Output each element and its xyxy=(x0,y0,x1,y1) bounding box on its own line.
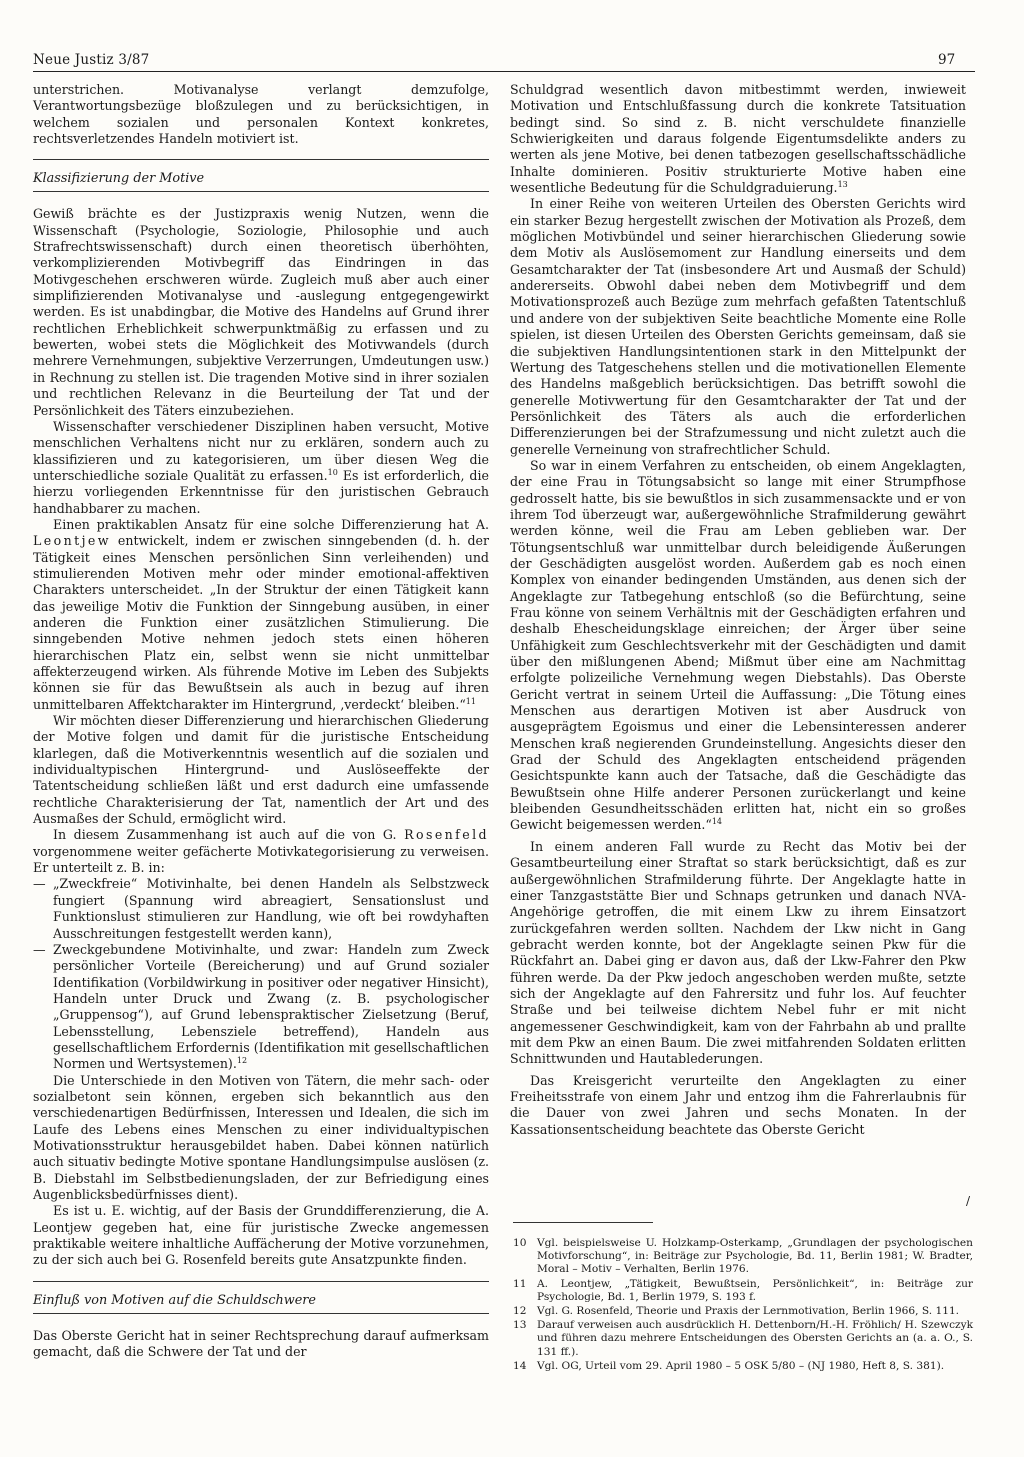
footnote xyxy=(513,1305,973,1318)
left-column xyxy=(33,82,489,1360)
footnote-number: 14 xyxy=(513,1359,527,1372)
footnote-ref: 11 xyxy=(465,696,476,706)
paragraph-text: Einen praktikablen Ansatz für eine solche Differenzierung hat A. xyxy=(53,516,489,532)
paragraph-text: entwickelt, indem er zwischen sinngebenden (d. h. der Tätigkeit eines Menschen persönlichen Sinn verleihenden) und stimulierenden Motiven mehr oder minder emotional-affektiven Charakters unterscheidet. „In der Struktur der einen Tätigkeit kann das jeweilige Motiv die Funktion der Sinngebung ausüben, in einer anderen die Funktion einer zusätzlichen Stimulierung. Die sinngebenden Motive nehmen jedoch stets einen höheren hierarchischen Platz ein, selbst wenn sie nicht unmittelbar affekterzeugend wirken. Als führende Motive im Leben des Subjekts können sie für das Bewußtsein als auch in bezug auf ihren unmittelbaren Affektcharakter im Hintergrund, ‚verdeckt‘ bleiben.“ xyxy=(33,533,489,712)
paragraph-text: In diesem Zusammenhang ist auch auf die von G. xyxy=(53,827,397,843)
footnote-ref: 14 xyxy=(711,817,723,827)
footnote-ref: 12 xyxy=(236,1056,248,1066)
paragraph xyxy=(510,458,966,834)
section-heading-guilt xyxy=(33,1281,489,1314)
footnote xyxy=(513,1278,973,1304)
list-item xyxy=(53,942,489,1073)
paragraph: Es ist u. E. wichtig, auf der Basis der Grunddifferenzierung, die A. Leontjew gegeben hat, eine für juristische Zwecke angemessen praktikable weitere inhaltliche Auffächerung der Motive vorzunehmen, zu der sich auch bei G. Rosenfeld bereits gute Ansatzpunkte finden. xyxy=(33,1203,489,1268)
list-item-text: Zweckgebundene Motivinhalte, und zwar: Handeln zum Zweck persönlicher Vorteile (Bereicherung) und auf Grund sozialer Identifikation (Vorbildwirkung in positiver oder negativer Hinsicht), Handeln unter Druck und Zwang (z. B. psychologischer „Gruppensog“), auf Grund lebenspraktischer Zielsetzung (Beruf, Lebensstellung, Lebensziele betreffend), Handeln aus gesellschaftlichem Erfordernis (Identifikation mit gesellschaftlichen Normen und Wertsystemen). xyxy=(53,941,489,1072)
footnote-text: A. Leontjew, „Tätigkeit, Bewußtsein, Persönlichkeit“, in: Beiträge zur Psychologie, Bd. 1, Berlin 1979, S. 193 f. xyxy=(537,1277,973,1303)
list-item: — „Zweckfreie“ Motivinhalte, bei denen Handeln als Selbstzweck fungiert (Spannung wird abreagiert, Sensationslust und Funktionslust stimulieren zur Handlung, wie oft bei rowdyhaften Ausschreitungen festgestellt werden kann), xyxy=(53,876,489,941)
paragraph-text: vorgenommene weiter gefächerte Motivkategorisierung zu verweisen. Er unterteilt z. B. in: xyxy=(33,843,489,876)
section-heading-classification xyxy=(33,159,489,192)
footnotes xyxy=(513,1222,973,1374)
paragraph: In einem anderen Fall wurde zu Recht das Motiv bei der Gesamtbeurteilung einer Straftat so stark berücksichtigt, daß es zur außergewöhnlichen Strafmilderung führte. Der Angeklagte hatte in einer Tanzgaststätte Bier und Schnaps getrunken und danach NVA-Angehörige getroffen, die mit einem Lkw zu ihrem Einsatzort zurückgefahren werden sollten. Nachdem der Lkw nicht in Gang gebracht werden konnte, bot der Angeklagte seinen Pkw für die Rückfahrt an. Dabei ging er davon aus, daß der Lkw-Fahrer den Pkw führen werde. Da der Pkw jedoch angeschoben werden mußte, setzte sich der Angeklagte auf den Fahrersitz und fuhr los. Auf feuchter Straße und bei teilweise dichtem Nebel fuhr er mit nicht angemessener Geschwindigkeit, kam von der Fahrbahn ab und prallte mit dem Pkw an einen Baum. Die zwei mitfahrenden Soldaten erlitten Schnittwunden und Hautablederungen. xyxy=(510,838,966,1067)
motive-list xyxy=(33,876,489,1072)
paragraph: Die Unterschiede in den Motiven von Tätern, die mehr sach- oder sozialbetont sein können, ergeben sich bekanntlich aus den verschiedenartigen Bedürfnissen, Interessen und Idealen, die sich im Laufe des Lebens eines Menschen zu einer individualtypischen Motivationsstruktur herausgebildet haben. Dabei können natürlich auch situativ bedingte Motive spontane Handlungsimpulse auslösen (z. B. Diebstahl im Selbstbedienungsladen, der zur Befriedigung eines Augenblicksbedürfnisses dient). xyxy=(33,1072,489,1202)
paragraph: Das Oberste Gericht hat in seiner Rechtsprechung darauf aufmerksam gemacht, daß die Schwere der Tat und der xyxy=(33,1327,489,1360)
footnote-number: 10 xyxy=(513,1237,527,1249)
paragraph xyxy=(33,517,489,713)
running-header-journal: Neue Justiz 3/87 xyxy=(33,52,150,68)
header-rule xyxy=(33,71,975,72)
footnote-text: Darauf verweisen auch ausdrücklich H. Dettenborn/H.-H. Fröhlich/ H. Szewczyk und führen dazu mehrere Entscheidungen des Obersten Gerichts an (a. a. O., S. 131 ff.). xyxy=(537,1319,973,1358)
footnote-text: Vgl. OG, Urteil vom 29. April 1980 – 5 OSK 5/80 – (NJ 1980, Heft 8, S. 381). xyxy=(537,1359,945,1372)
paragraph xyxy=(33,827,489,876)
paragraph: In einer Reihe von weiteren Urteilen des Obersten Gerichts wird ein starker Bezug hergestellt zwischen der Motivation als Prozeß, dem möglichen Motivbündel und seiner hierarchischen Gliederung sowie dem Motiv als Auslösemoment zur Handlung einerseits und dem Gesamtcharakter der Tat (insbesondere Art und Ausmaß der Schuld) andererseits. Obwohl dabei neben dem Motivbegriff und dem Motivationsprozeß auch Bezüge zum mehrfach gefaßten Tatentschluß und andere von der subjektiven Seite beachtliche Momente eine Rolle spielen, ist diesen Urteilen des Obersten Gerichts gemeinsam, daß sie die subjektiven Handlungsintentionen stark in den Mittelpunkt der Wertung des Tatgeschehens stellen und die motivationellen Elemente des Handelns maßgeblich berücksichtigen. Das betrifft sowohl die generelle Motivwertung für den Gesamtcharakter der Tat und der Persönlichkeit des Täters als auch die erforderlichen Differenzierungen bei der Strafzumessung und nicht zuletzt auch die generelle Verneinung von strafrechtlicher Schuld. xyxy=(510,196,966,457)
paragraph-text: Schuldgrad wesentlich davon mitbestimmt werden, inwieweit Motivation und Entschlußfassung durch die konkrete Tatsituation bedingt sind. So sind z. B. nicht verschuldete finanzielle Schwierigkeiten und daraus folgende Eigentumsdelikte anders zu werten als jene Motive, bei denen tatbezogen gesellschaftsschädliche Inhalte dominieren. Positiv strukturierte Motive haben eine wesentliche Bedeutung für die Schuldgraduierung. xyxy=(510,82,966,196)
author-name: Rosenfeld xyxy=(404,827,489,843)
footnote xyxy=(513,1319,973,1359)
footnote-text: Vgl. beispielsweise U. Holzkamp-Osterkamp, „Grundlagen der psychologischen Motivforschung“, in: Beiträge zur Psychologie, Bd. 11, Berlin 1981; W. Bradter, Moral – Motiv – Verhalten, Berlin 1976. xyxy=(537,1237,973,1276)
footnote-ref: 13 xyxy=(837,179,848,189)
footnote-ref: 10 xyxy=(327,467,338,477)
footnote xyxy=(513,1360,973,1373)
paragraph-text: Es ist erforderlich, die hierzu vorliegenden Erkenntnisse für den juristischen Gebrauch handhabbarer zu machen. xyxy=(33,467,489,516)
footnote-number: 11 xyxy=(513,1277,527,1290)
footnote-text: Vgl. G. Rosenfeld, Theorie und Praxis der Lernmotivation, Berlin 1966, S. 111. xyxy=(537,1305,960,1318)
section-heading-text: Einfluß von Motiven auf die Schuldschwere xyxy=(33,1292,316,1308)
footnote-number: 13 xyxy=(513,1319,527,1332)
footnote xyxy=(513,1237,973,1277)
margin-mark: / xyxy=(966,1194,971,1208)
footnote-number: 12 xyxy=(513,1305,527,1318)
author-name: Leontjew xyxy=(33,533,111,549)
paragraph: Wir möchten dieser Differenzierung und hierarchischen Gliederung der Motive folgen und damit für die juristische Entscheidung klarlegen, daß die Motiverkenntnis wesentlich auf die sozialen und individualtypischen Hintergrund- und Auslöseeffekte der Tatentscheidung schließen läßt und erst dadurch eine umfassende rechtliche Charakterisierung der Tat, namentlich der Art und des Ausmaßes der Schuld, ermöglicht wird. xyxy=(33,713,489,827)
paragraph: Gewiß brächte es der Justizpraxis wenig Nutzen, wenn die Wissenschaft (Psychologie, Soziologie, Philosophie und auch Strafrechtswissenschaft) durch einen theoretisch überhöhten, verkomplizierenden Motivbegriff das Eindringen in das Motivgeschehen erschweren würde. Zugleich muß aber auch einer simplifizierenden Motivanalyse und -auslegung entgegengewirkt werden. Es ist unabdingbar, die Motive des Handelns auf Grund ihrer rechtlichen Erheblichkeit schwerpunktmäßig zu erfassen und zu bewerten, wobei stets die Möglichkeit des Motivwandels (durch mehrere Vernehmungen, subjektive Verzerrungen, Umdeutungen usw.) in Rechnung zu stellen ist. Die tragenden Motive sind in ihrer sozialen und rechtlichen Relevanz in die Beurteilung der Tat und der Persönlichkeit des Täters einzubeziehen. xyxy=(33,206,489,418)
footnote-rule xyxy=(513,1222,653,1223)
right-column xyxy=(510,82,966,1138)
page-number: 97 xyxy=(938,52,956,68)
paragraph-text: So war in einem Verfahren zu entscheiden, ob einem Angeklagten, der eine Frau in Tötungsabsicht so lange mit einer Strumpfhose gedrosselt hatte, bis sie bewußtlos in sich zusammensackte und er von ihrem Tod überzeugt war, außergewöhnliche Strafmilderung gewährt werden könne, weil die Frau am Leben geblieben war. Der Tötungsentschluß war unmittelbar durch beleidigende Äußerungen der Geschädigten ausgelöst worden. Außerdem gab es noch einen Komplex von einander bedingenden Umständen, aus denen sich der Angeklagte zur Tatbegehung entschloß (so die Befürchtung, seine Frau könne von seinem Verhältnis mit der Geschädigten erfahren und deshalb Ehescheidungsklage einreichen; der Ärger über seine Unfähigkeit zum Geschlechtsverkehr mit der Geschädigten und damit über den mißlungenen Abend; Mißmut über eine am Nachmittag erfolgte polizeiliche Vernehmung wegen Diebstahls). Das Oberste Gericht vertrat in seinem Urteil die Auffassung: „Die Tötung eines Menschen aus derartigen Motiven ist aber Ausdruck von ausgeprägtem Egoismus und einer die Lebensinteressen anderer Menschen kraß negierenden Grundeinstellung. Angesichts dieser den Grad der Schuld des Angeklagten entscheidend prägenden Gesichtspunkte kann auch der Tatsache, daß die Geschädigte das Bewußtsein ohne Hilfe anderer Personen zurückerlangt und keine bleibenden Gesundheitsschäden erlitten hat, nicht ein so großes Gewicht beigemessen werden.“ xyxy=(510,457,966,833)
paragraph-intro: unterstrichen. Motivanalyse verlangt demzufolge, Verantwortungsbezüge bloßzulegen und zu berücksichtigen, in welchem sozialen und personalen Kontext konkretes, rechtsverletzendes Handeln motiviert ist. xyxy=(33,82,489,147)
paragraph xyxy=(33,419,489,517)
paragraph-text: Wissenschafter verschiedener Disziplinen haben versucht, Motive menschlichen Verhaltens nicht nur zu erklären, sondern auch zu klassifizieren und zu kategorisieren, um über diesen Weg die unterschiedliche soziale Qualität zu erfassen. xyxy=(33,418,489,483)
section-heading-text: Klassifizierung der Motive xyxy=(33,171,205,187)
paragraph xyxy=(510,82,966,196)
paragraph: Das Kreisgericht verurteilte den Angeklagten zu einer Freiheitsstrafe von einem Jahr und entzog ihm die Fahrerlaubnis für die Dauer von zwei Jahren und sechs Monaten. In der Kassationsentscheidung beachtete das Oberste Gericht xyxy=(510,1072,966,1137)
